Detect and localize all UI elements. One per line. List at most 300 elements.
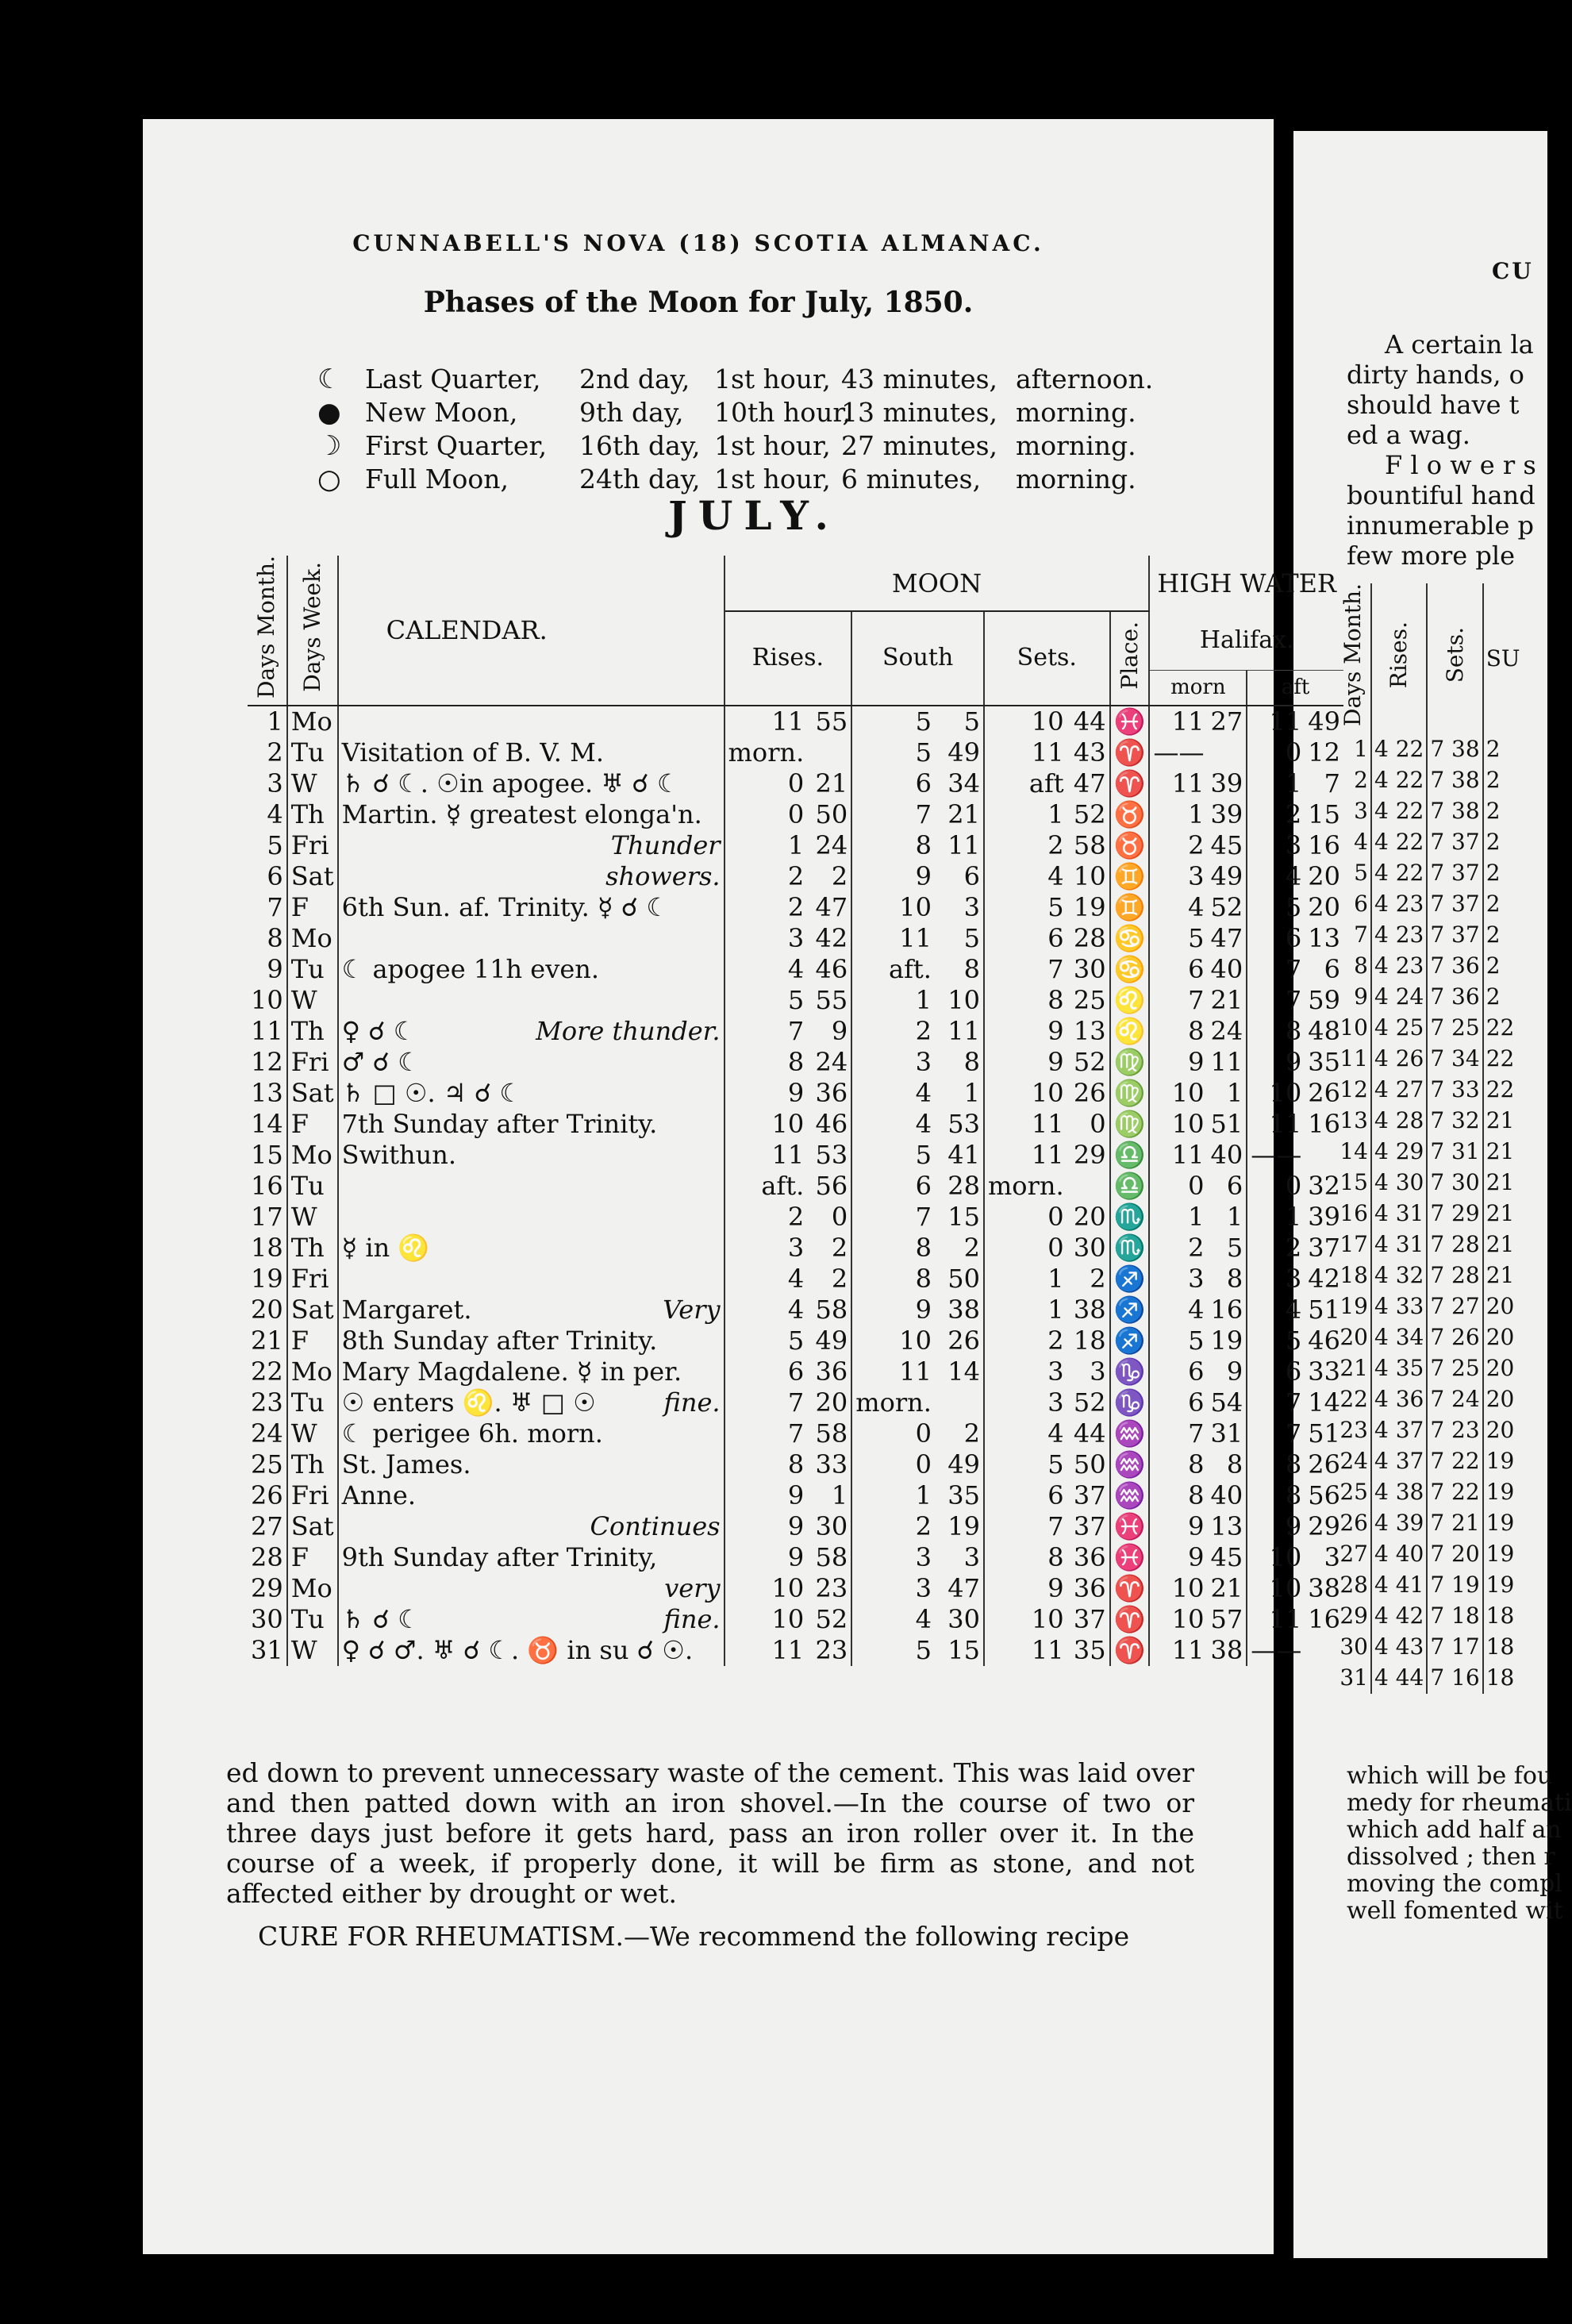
right-day-cell: 5 [1336,858,1371,889]
moon-sets-hour: 10 [1031,1604,1064,1635]
right-rises-cell: 4 38 [1371,1477,1427,1508]
water-morn-hour: 8 [1188,1016,1205,1047]
running-head: CUNNABELL'S NOVA (18) SCOTIA ALMANAC. [352,230,1044,256]
rheumatism-heading: CURE FOR RHEUMATISM.—We recommend the following recipe [258,1921,1130,1952]
moon-sets-min: 20 [1067,1202,1110,1233]
day-of-month-cell: 19 [248,1264,287,1295]
right-day-cell: 30 [1336,1632,1371,1663]
calendar-row [248,1109,1343,1140]
water-morn-min: 27 [1207,706,1247,737]
day-of-week-cell: F [287,892,338,923]
moon-sets-min: 2 [1067,1264,1110,1295]
water-aft-min: 32 [1308,1171,1340,1202]
morn-header: morn [1149,670,1247,706]
water-morn-min: 8 [1207,1449,1247,1480]
right-sun-cell: 18 [1486,1664,1515,1691]
moon-sets-hour: 11 [1031,1109,1064,1140]
days-week-header: Days Week. [287,556,338,706]
right-sets-cell: 7 34 [1427,1044,1482,1075]
right-day-cell: 31 [1336,1663,1371,1694]
right-rises-cell: 4 39 [1371,1508,1427,1539]
right-rises-cell: 4 31 [1371,1229,1427,1260]
right-text-line: innumerable p [1347,510,1535,541]
calendar-row [248,1449,1343,1480]
moon-south-min: 15 [935,1635,984,1666]
moon-place-sign: ♓ [1110,706,1150,737]
moon-rises-hour: 3 [787,1233,805,1264]
right-sun-cell: 22 [1486,1014,1515,1041]
moon-rises-hour: 4 [787,1295,805,1326]
right-text-line: ed a wag. [1347,420,1470,450]
moon-south-hour: 9 [915,861,932,892]
calendar-note: ☿ in ♌ [341,1233,430,1264]
right-text-line: few more ple [1347,541,1516,571]
moon-rises-min: 53 [807,1140,851,1171]
moon-sets-min: 10 [1067,861,1110,892]
water-aft-min: 26 [1308,1078,1340,1109]
water-morn-min: 40 [1207,1480,1247,1511]
moon-rises-hour: aft. [761,1171,805,1202]
calendar-note-cell [338,1078,725,1109]
day-of-week-cell: W [287,985,338,1016]
calendar-header: CALENDAR. [338,556,725,706]
right-sun-cell: 19 [1486,1510,1515,1537]
calendar-note: ♄ ☌ ☾ [341,1604,421,1635]
right-text-line: which add half an [1347,1816,1562,1844]
water-aft-min: 20 [1308,892,1340,923]
moon-south-hour: 8 [915,1233,932,1264]
moon-sets-min: 3 [1067,1356,1110,1387]
moon-south-hour: morn. [855,1387,932,1418]
right-day-cell: 12 [1336,1075,1371,1106]
calendar-note-cell [338,1387,725,1418]
moon-rises-hour: 8 [787,1449,805,1480]
day-of-week-cell: Mo [287,706,338,737]
right-day-cell: 22 [1336,1384,1371,1415]
moon-place-sign: ♑ [1110,1356,1150,1387]
right-day-cell: 14 [1336,1137,1371,1168]
moon-rises-hour: 2 [787,892,805,923]
water-aft-min: 59 [1308,985,1340,1016]
water-aft-hour: 3 [1285,1264,1302,1295]
right-sets-cell: 7 32 [1427,1106,1482,1137]
phase-name: Full Moon, [365,464,509,494]
water-morn-min: 13 [1207,1511,1247,1542]
moon-sets-min: 19 [1067,892,1110,923]
moon-south-hour: 10 [899,1326,932,1356]
calendar-row [248,1387,1343,1418]
water-morn-hour: 11 [1171,1140,1205,1171]
calendar-note-cell [338,1109,725,1140]
moon-place-sign: ♌ [1110,985,1150,1016]
calendar-note: Margaret. [341,1295,472,1326]
day-of-week-cell: Fri [287,1264,338,1295]
day-of-week-cell: Fri [287,1480,338,1511]
water-morn-hour: 9 [1188,1542,1205,1573]
water-morn-hour: 11 [1171,768,1205,799]
water-morn-min: 38 [1207,1635,1247,1666]
day-of-week-cell: F [287,1326,338,1356]
moon-sets-min: 43 [1067,737,1110,768]
right-sun-cell: 19 [1486,1479,1515,1506]
moon-place-sign: ♓ [1110,1542,1150,1573]
day-of-month-cell: 13 [248,1078,287,1109]
water-aft-min: 16 [1308,1604,1340,1635]
moon-rises-min: 52 [807,1604,851,1635]
day-of-week-cell: Sat [287,861,338,892]
right-rises-cell: 4 22 [1371,827,1427,858]
day-of-month-cell: 10 [248,985,287,1016]
first-quarter-moon-icon: ☽ [317,430,342,462]
moon-rises-hour: 0 [787,768,805,799]
moon-south-hour: 4 [915,1078,932,1109]
right-sun-cell: 2 [1486,952,1501,979]
water-aft-hour: 10 [1269,1573,1302,1604]
moon-rises-min: 2 [807,861,851,892]
moon-south-hour: 8 [915,830,932,861]
new-moon-icon: ● [317,397,341,429]
moon-rises-min: 47 [807,892,851,923]
right-rises-cell: 4 23 [1371,920,1427,951]
right-sun-row [1336,1291,1522,1322]
right-sun-cell: 20 [1486,1386,1515,1413]
calendar-note-cell [338,1604,725,1635]
moon-sets-hour: 9 [1047,1016,1064,1047]
calendar-note-cell [338,1140,725,1171]
weather-note: showers. [605,861,721,892]
moon-sets-hour: 3 [1047,1356,1064,1387]
right-sun-row [1336,858,1522,889]
right-sets-cell: 7 31 [1427,1137,1482,1168]
water-morn-hour: 11 [1171,1635,1205,1666]
moon-rises-hour: 10 [771,1109,805,1140]
calendar-note-cell [338,706,725,737]
water-aft-hour: 5 [1285,892,1302,923]
water-morn-hour: 5 [1188,1326,1205,1356]
day-of-week-cell: Tu [287,1604,338,1635]
right-day-cell: 10 [1336,1013,1371,1044]
moon-south-min: 1 [935,1078,984,1109]
moon-place-sign: ♒ [1110,1418,1150,1449]
moon-rises-min: 36 [807,1078,851,1109]
moon-rises-hour: 11 [771,1140,805,1171]
moon-rises-min: 2 [807,1264,851,1295]
water-morn-min: 39 [1207,768,1247,799]
water-morn-hour: 10 [1171,1078,1205,1109]
right-sun-row [1336,796,1522,827]
calendar-note: ♄ □ ☉. ♃ ☌ ☾ [341,1078,523,1109]
phase-hour: 1st hour, [714,464,831,494]
water-aft-hour: 4 [1285,1295,1302,1326]
right-sun-row [1336,1075,1522,1106]
water-aft-hour: 1 [1285,768,1302,799]
phase-day: 16th day, [579,430,701,461]
water-morn-hour: 10 [1171,1573,1205,1604]
day-of-month-cell: 25 [248,1449,287,1480]
right-sets-cell: 7 18 [1427,1601,1482,1632]
right-sets-cell: 7 33 [1427,1075,1482,1106]
water-morn-hour: 0 [1188,1171,1205,1202]
moon-place-sign: ♑ [1110,1387,1150,1418]
water-aft-min: 3 [1324,1542,1340,1573]
moon-south-hour: 6 [915,768,932,799]
right-sets-cell: 7 25 [1427,1013,1482,1044]
phase-day: 2nd day, [579,364,690,394]
moon-rises-hour: 1 [787,830,805,861]
moon-sets-min: 38 [1067,1295,1110,1326]
right-sets-cell: 7 22 [1427,1446,1482,1477]
right-sun-cell: 21 [1486,1107,1515,1134]
moon-south-hour: aft. [889,954,932,985]
water-aft-min: 38 [1308,1573,1340,1604]
calendar-row [248,1171,1343,1202]
last-quarter-moon-icon: ☾ [317,364,342,395]
day-of-month-cell: 22 [248,1356,287,1387]
water-aft-min: 16 [1308,1109,1340,1140]
water-aft-hour: 1 [1285,1202,1302,1233]
right-text-line: moving the compl [1347,1870,1562,1898]
right-rises-header: Rises. [1371,583,1427,734]
calendar-row [248,954,1343,985]
right-day-cell: 21 [1336,1353,1371,1384]
weather-note: fine. [663,1604,721,1635]
moon-rises-min [807,737,851,768]
moon-rises-min: 30 [807,1511,851,1542]
phase-name: Last Quarter, [365,364,541,394]
moon-sets-min: 37 [1067,1511,1110,1542]
weather-note: fine. [663,1387,721,1418]
day-of-month-cell: 21 [248,1326,287,1356]
moon-place-sign: ♏ [1110,1233,1150,1264]
right-rises-cell: 4 23 [1371,951,1427,982]
right-day-cell: 4 [1336,827,1371,858]
water-morn-hour: 5 [1188,923,1205,954]
moon-south-hour: 1 [915,1480,932,1511]
right-sun-cell: 18 [1486,1633,1515,1660]
right-sun-row [1336,1322,1522,1353]
right-sun-cell: 18 [1486,1603,1515,1629]
moon-south-min: 49 [935,1449,984,1480]
calendar-note-cell [338,954,725,985]
water-morn-min: 8 [1207,1264,1247,1295]
moon-south-min: 34 [935,768,984,799]
calendar-row [248,1233,1343,1264]
water-aft-min: 15 [1308,799,1340,830]
moon-rises-min: 58 [807,1542,851,1573]
day-of-month-cell: 4 [248,799,287,830]
day-of-month-cell: 2 [248,737,287,768]
moon-south-hour: 8 [915,1264,932,1295]
water-morn-min: 1 [1207,1078,1247,1109]
water-aft-min: 51 [1308,1418,1340,1449]
water-aft-min: 39 [1308,1202,1340,1233]
moon-south-min: 11 [935,830,984,861]
day-of-week-cell: Th [287,1449,338,1480]
moon-place-sign: ♋ [1110,923,1150,954]
right-sets-cell: 7 26 [1427,1322,1482,1353]
day-of-week-cell: Th [287,799,338,830]
water-aft-min: 7 [1324,768,1340,799]
moon-south-min: 3 [935,1542,984,1573]
water-aft-hour: —— [1251,1635,1302,1666]
right-sun-row [1336,827,1522,858]
calendar-row [248,799,1343,830]
right-sun-cell: 22 [1486,1045,1515,1072]
day-of-week-cell: Mo [287,1356,338,1387]
moon-rises-min: 50 [807,799,851,830]
calendar-note: Visitation of B. V. M. [341,737,605,768]
moon-place-sign: ♏ [1110,1202,1150,1233]
moon-rises-hour: 10 [771,1573,805,1604]
water-morn-min: 49 [1207,861,1247,892]
moon-sets-min: 36 [1067,1542,1110,1573]
calendar-note-cell [338,1202,725,1233]
moon-place-sign: ♐ [1110,1326,1150,1356]
right-text-line: which will be fou [1347,1762,1553,1790]
moon-rises-min: 49 [807,1326,851,1356]
right-sun-cell: 19 [1486,1448,1515,1475]
right-text-line: A certain la [1385,329,1534,360]
right-sets-cell: 7 37 [1427,858,1482,889]
moon-place-sign: ♈ [1110,1604,1150,1635]
right-sun-row [1336,1199,1522,1229]
day-of-week-cell: W [287,1202,338,1233]
water-morn-hour: 6 [1188,1356,1205,1387]
right-running-head: CU [1492,258,1534,284]
calendar-note-cell [338,1511,725,1542]
water-aft-hour: 4 [1285,861,1302,892]
day-of-week-cell: Mo [287,923,338,954]
right-day-cell: 3 [1336,796,1371,827]
water-aft-hour: 11 [1269,706,1302,737]
calendar-note: ♄ ☌ ☾. ☉in apogee. ♅ ☌ ☾ [341,768,680,799]
moon-south-min [935,1387,984,1418]
water-morn-min [1207,737,1247,768]
day-of-month-cell: 16 [248,1171,287,1202]
moon-rises-hour: 2 [787,1202,805,1233]
moon-south-min: 11 [935,1016,984,1047]
right-rises-cell: 4 22 [1371,858,1427,889]
moon-sets-min: 47 [1067,768,1110,799]
right-text-line: bountiful hand [1347,480,1535,510]
right-sun-row [1336,1106,1522,1137]
water-morn-min: 52 [1207,892,1247,923]
right-sun-row [1336,1168,1522,1199]
moon-rises-min: 36 [807,1356,851,1387]
moon-rises-min: 0 [807,1202,851,1233]
moon-place-sign: ♐ [1110,1264,1150,1295]
calendar-note-cell [338,1418,725,1449]
day-of-month-cell: 6 [248,861,287,892]
right-day-cell: 29 [1336,1601,1371,1632]
moon-south-min: 38 [935,1295,984,1326]
calendar-row [248,892,1343,923]
moon-south-hour: 3 [915,1542,932,1573]
water-aft-min: 14 [1308,1387,1340,1418]
moon-sets-hour: morn. [987,1171,1064,1202]
moon-place-sign: ♒ [1110,1480,1150,1511]
water-morn-min: 47 [1207,923,1247,954]
moon-south-min: 10 [935,985,984,1016]
right-rises-cell: 4 22 [1371,765,1427,796]
moon-south-min: 30 [935,1604,984,1635]
right-day-cell: 15 [1336,1168,1371,1199]
moon-rises-hour: 7 [787,1418,805,1449]
moon-south-hour: 1 [915,985,932,1016]
right-sun-cell: 2 [1486,922,1501,948]
water-morn-min: 5 [1207,1233,1247,1264]
water-aft-min: 29 [1308,1511,1340,1542]
right-sun-cell: 21 [1486,1262,1515,1289]
moon-rises-hour: morn. [728,737,805,768]
moon-south-min: 15 [935,1202,984,1233]
moon-place-sign: ♍ [1110,1047,1150,1078]
phase-name: First Quarter, [365,430,548,461]
moon-rises-hour: 10 [771,1604,805,1635]
calendar-note-cell [338,1047,725,1078]
water-aft-min: 12 [1308,737,1340,768]
right-rises-cell: 4 26 [1371,1044,1427,1075]
moon-south-min: 28 [935,1171,984,1202]
day-of-month-cell: 1 [248,706,287,737]
moon-place-sign: ♈ [1110,737,1150,768]
right-day-cell: 25 [1336,1477,1371,1508]
calendar-note-cell [338,737,725,768]
right-rises-cell: 4 23 [1371,889,1427,920]
water-aft-hour: 9 [1285,1047,1302,1078]
right-sun-row [1336,1663,1522,1694]
moon-rises-min: 58 [807,1295,851,1326]
moon-south-hour: 6 [915,1171,932,1202]
moon-south-min: 14 [935,1356,984,1387]
calendar-row [248,737,1343,768]
water-morn-hour: 2 [1188,830,1205,861]
moon-sets-hour: 8 [1047,985,1064,1016]
moon-sets-hour: 5 [1047,892,1064,923]
water-morn-hour: —— [1153,737,1205,768]
moon-rises-min: 58 [807,1418,851,1449]
phase-minutes: 6 minutes, [841,464,982,494]
right-sun-cell: 19 [1486,1572,1515,1599]
phase-day: 9th day, [579,397,684,428]
moon-sets-min: 52 [1067,1387,1110,1418]
water-morn-min: 19 [1207,1326,1247,1356]
moon-rises-min: 23 [807,1573,851,1604]
calendar-note-cell [338,830,725,861]
right-sets-cell: 7 29 [1427,1199,1482,1229]
moon-south-min: 6 [935,861,984,892]
right-day-cell: 20 [1336,1322,1371,1353]
moon-rises-min: 46 [807,1109,851,1140]
water-aft-min: 42 [1308,1264,1340,1295]
moon-place-sign: ♋ [1110,954,1150,985]
water-aft-hour: —— [1251,1140,1302,1171]
right-days-month-header: Days Month. [1336,583,1371,734]
moon-sets-hour: 5 [1047,1449,1064,1480]
weather-note: Continues [590,1511,721,1542]
calendar-note-cell [338,1573,725,1604]
moon-rises-min: 20 [807,1387,851,1418]
moon-south-min: 35 [935,1480,984,1511]
phase-hour: 10th hour, [714,397,851,428]
water-morn-hour: 7 [1188,985,1205,1016]
moon-sets-min: 0 [1067,1109,1110,1140]
july-calendar-table [248,556,1343,1666]
water-morn-hour: 8 [1188,1480,1205,1511]
water-aft-hour: 7 [1285,985,1302,1016]
calendar-row [248,1635,1343,1666]
calendar-row [248,1016,1343,1047]
